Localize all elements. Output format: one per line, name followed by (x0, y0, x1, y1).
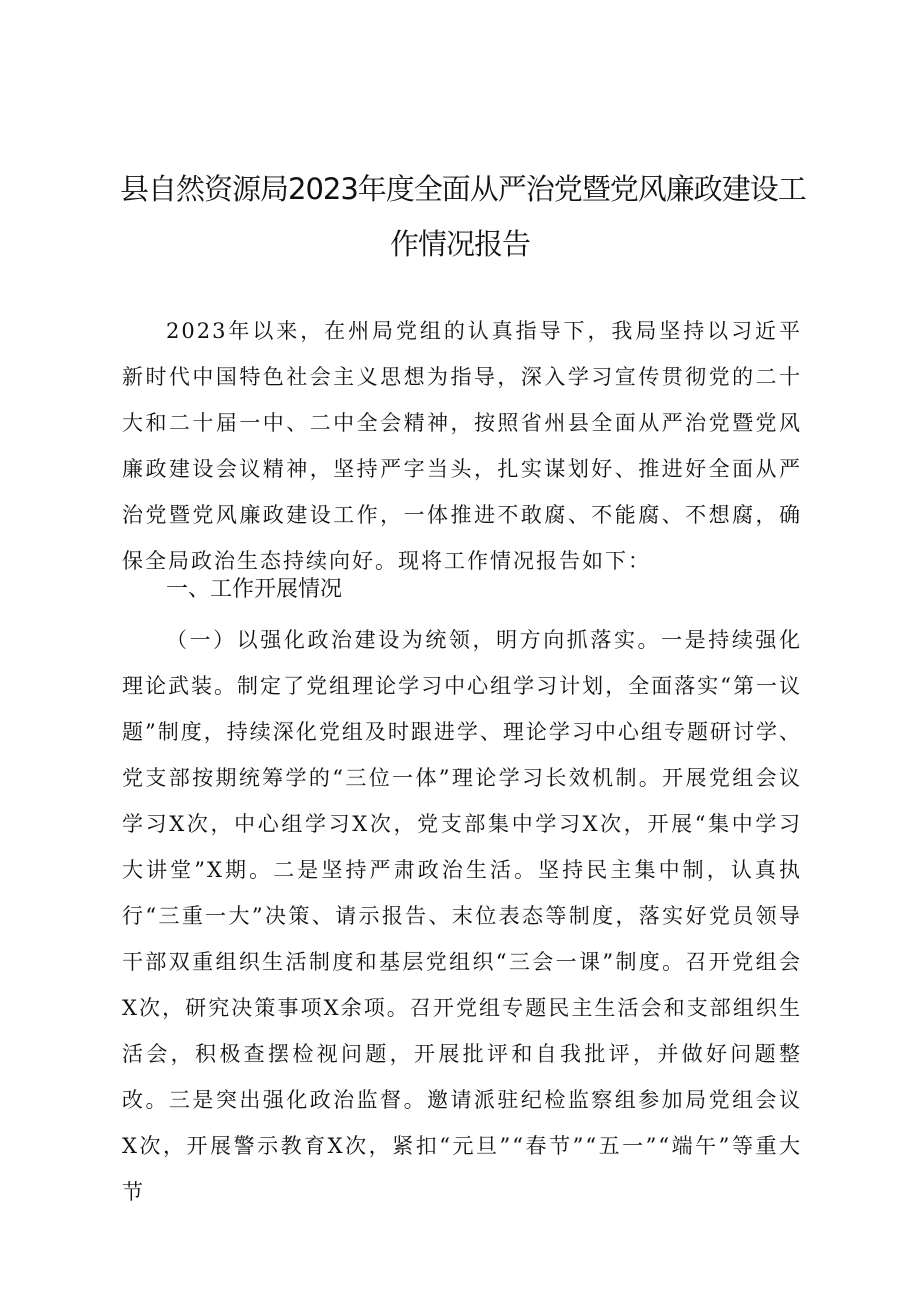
section-heading-1: 一、工作开展情况 (166, 577, 343, 602)
document-title-line-2: 作情况报告 (389, 227, 530, 261)
document-title-line-1: 县自然资源局2023年度全面从严治党暨党风廉政建设工 (120, 172, 806, 206)
section-1-paragraph: （一）以强化政治建设为统领，明方向抓落实。一是持续强化理论武装。制定了党组理论学习中心组学习计划，全面落实“第一议题”制度，持续深化党组及时跟进学、理论学习中心组专题研讨学、党支部按期统筹学的“三位一体”理论学习长效机制。开展党组会议学习X次，中心组学习X次，党支部集中学习X次，开展“集中学习大讲堂”X期。二是坚持严肃政治生活。坚持民主集中制，认真执行“三重一大”决策、请示报告、末位表态等制度，落实好党员领导干部双重组织生活制度和基层党组织“三会一课”制度。召开党组会X次，研究决策事项X余项。召开党组专题民主生活会和支部组织生活会，积极查摆检视问题，开展批评和自我批评，并做好问题整改。三是突出强化政治监督。邀请派驻纪检监察组参加局党组会议X次，开展警示教育X次，紧扣“元旦”“春节”“五一”“端午”等重大节 (122, 628, 802, 1204)
intro-paragraph: 2023年以来，在州局党组的认真指导下，我局坚持以习近平新时代中国特色社会主义思想为指导，深入学习宣传贯彻党的二十大和二十届一中、二中全会精神，按照省州县全面从严治党暨党风廉政建设会议精神，坚持严字当头，扎实谋划好、推进好全面从严治党暨党风廉政建设工作，一体推进不敢腐、不能腐、不想腐，确保全局政治生态持续向好。现将工作情况报告如下： (122, 319, 802, 573)
